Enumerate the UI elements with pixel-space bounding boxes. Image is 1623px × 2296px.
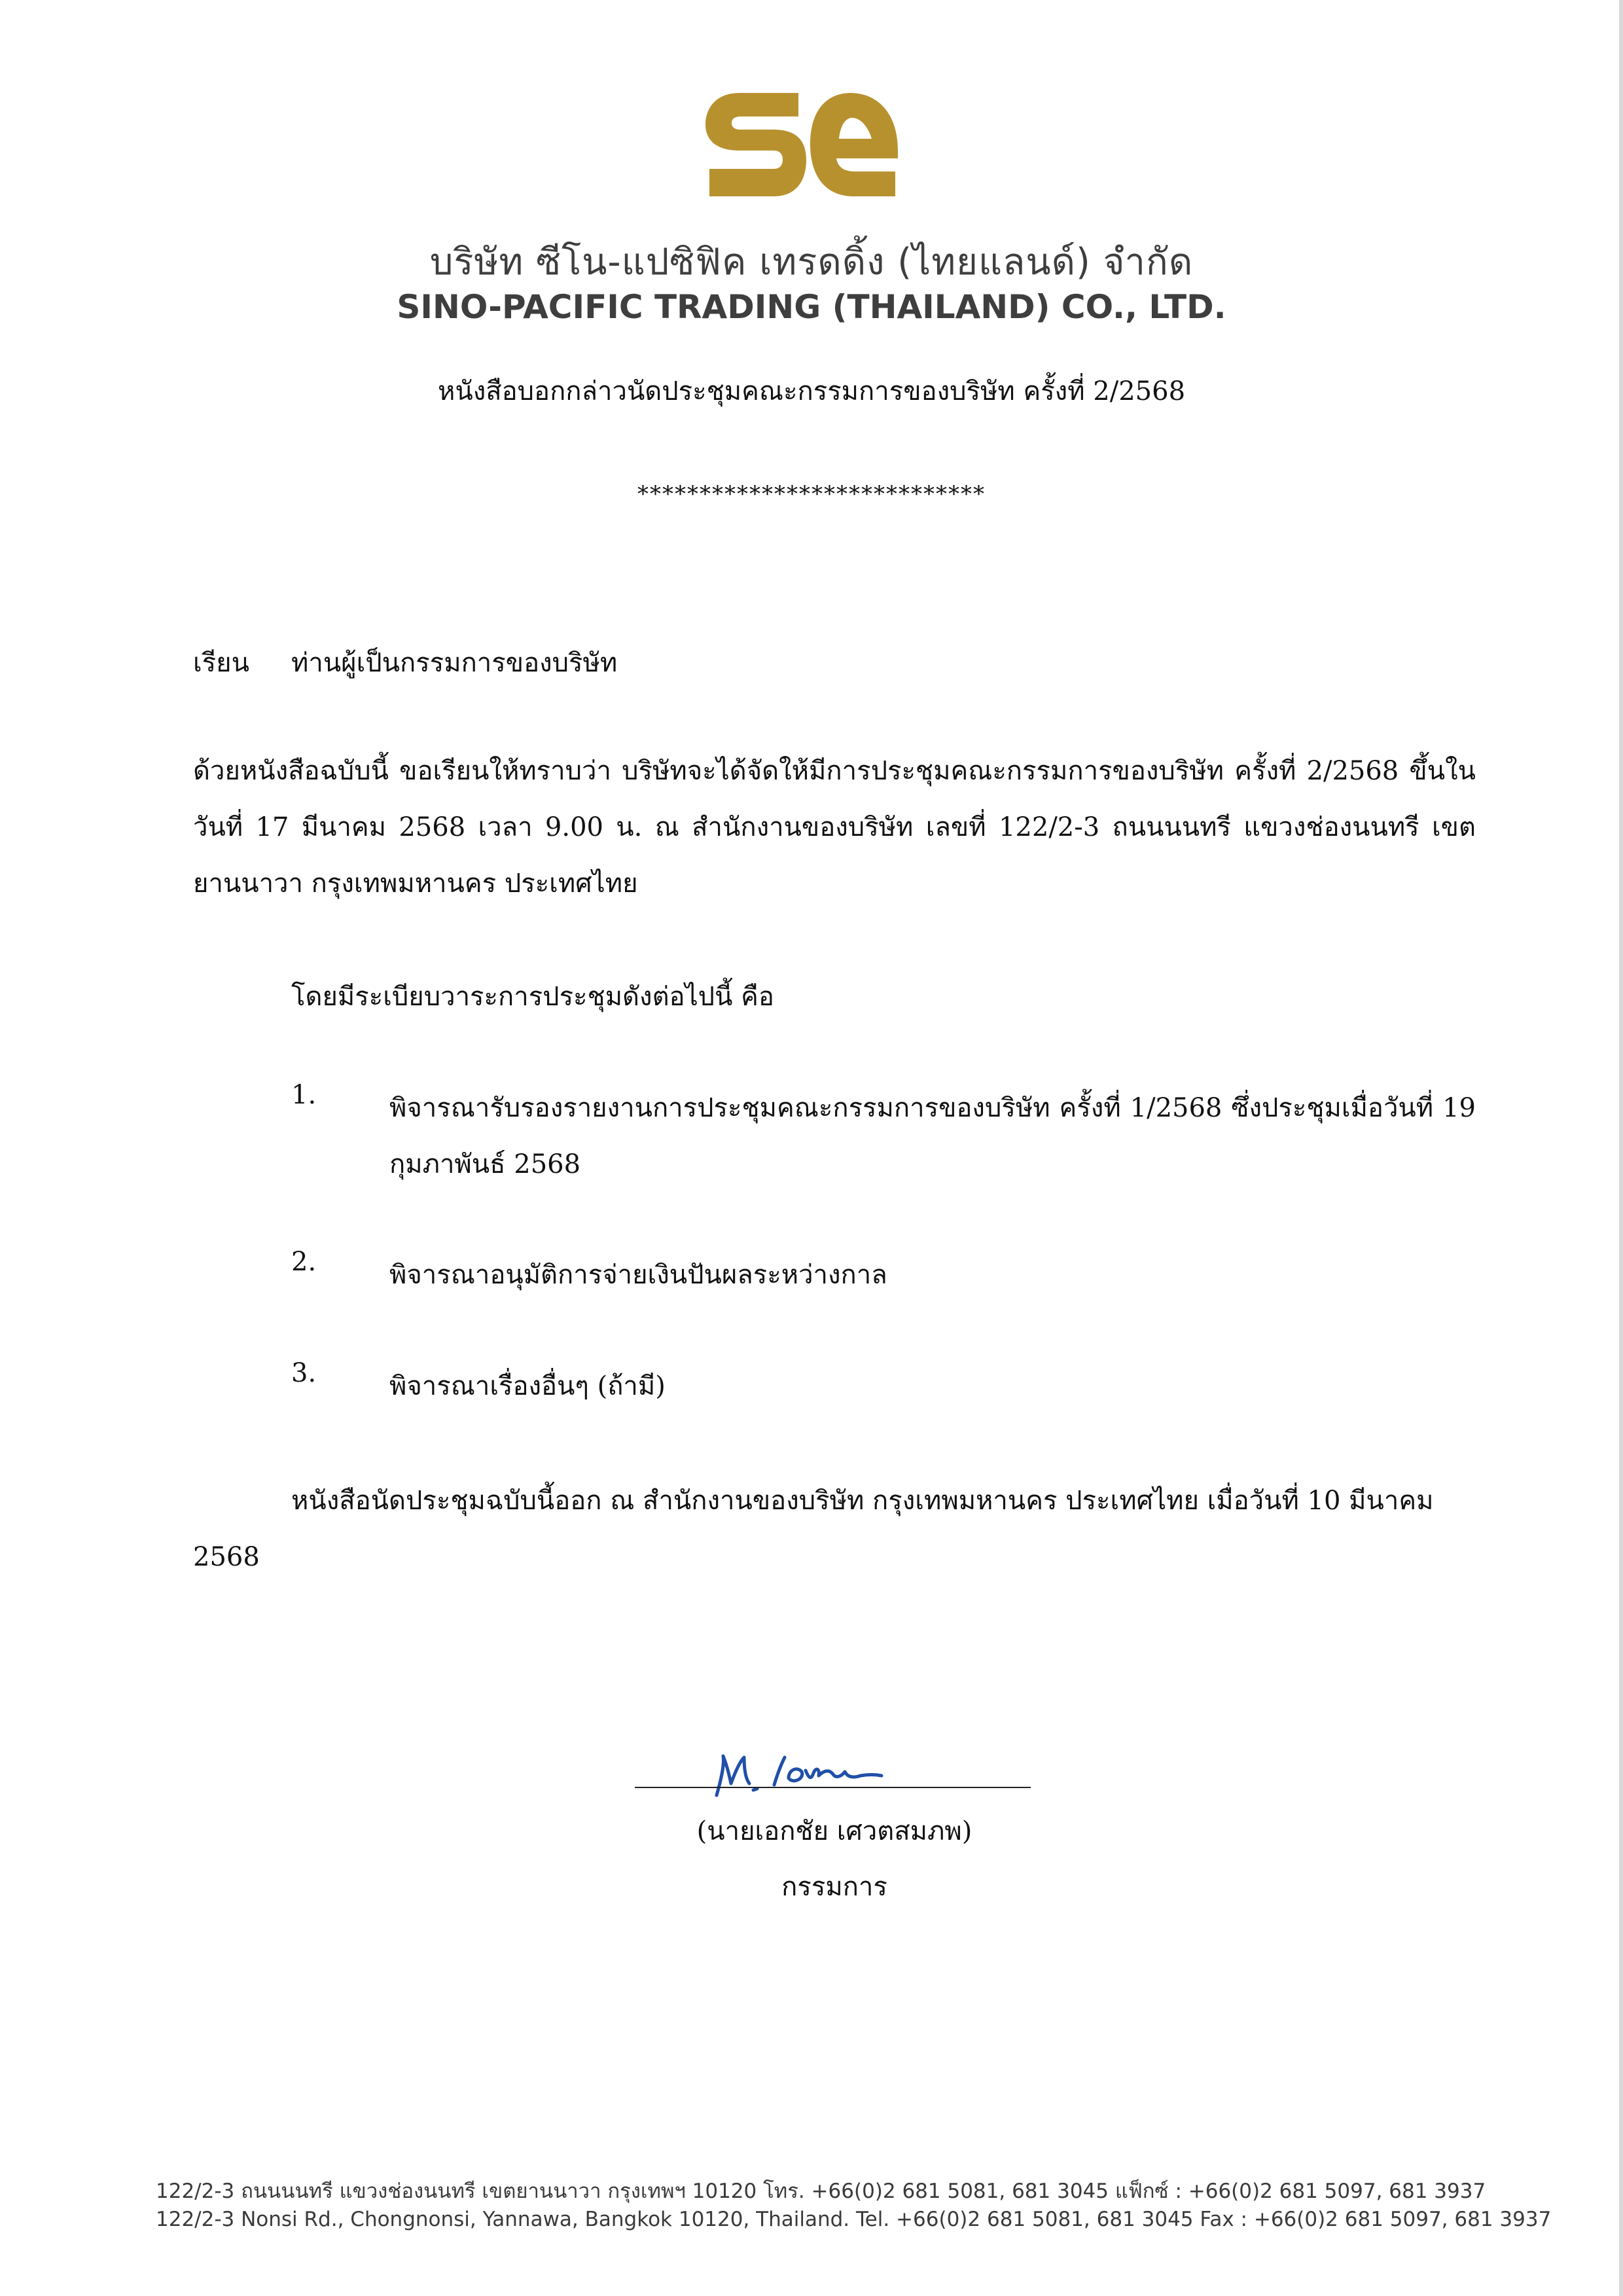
- closing-paragraph: หนังสือนัดประชุมฉบับนี้ออก ณ สำนักงานของบริษัท กรุงเทพมหานคร ประเทศไทย เมื่อวันที่ 10 มีนาคม 2568: [193, 1486, 1434, 1572]
- document-title: หนังสือบอกกล่าวนัดประชุมคณะกรรมการของบริษัท ครั้งที่ 2/2568: [437, 376, 1186, 406]
- signature-line: [635, 1787, 1031, 1788]
- scan-edge: [1619, 0, 1623, 2296]
- company-name-th: บริษัท ซีโน-แปซิฟิค เทรดดิ้ง (ไทยแลนด์) จำกัด: [429, 241, 1194, 283]
- agenda-item-number: 2.: [291, 1247, 317, 1277]
- agenda-item-text: พิจารณารับรองรายงานการประชุมคณะกรรมการของบริษัท ครั้งที่ 1/2568 ซึ่งประชุมเมื่อวันที่ 19 กุมภาพันธ์ 2568: [389, 1093, 1476, 1179]
- sino-pacific-logo: [700, 85, 903, 216]
- agenda-item-number: 1.: [291, 1080, 317, 1110]
- agenda-item-number: 3.: [291, 1358, 317, 1388]
- salutation-label: เรียน: [193, 648, 249, 678]
- separator: ****************************: [637, 481, 986, 507]
- agenda-item-text: พิจารณาอนุมัติการจ่ายเงินปันผลระหว่างกาล: [389, 1260, 887, 1290]
- footer-address-en: 122/2-3 Nonsi Rd., Chongnonsi, Yannawa, Bangkok 10120, Thailand. Tel. +66(0)2 681 5081, 681 3045 Fax : +66(0)2 681 5097, 681 3937: [156, 2208, 1552, 2231]
- footer-address-th: 122/2-3 ถนนนนทรี แขวงช่องนนทรี เขตยานนาวา กรุงเทพฯ 10120 โทร. +66(0)2 681 5081, 681 3045 แฟ็กซ์ : +66(0)2 681 5097, 681 3937: [156, 2179, 1486, 2203]
- agenda-item-text: พิจารณาเรื่องอื่นๆ (ถ้ามี): [389, 1371, 666, 1401]
- salutation-text: ท่านผู้เป็นกรรมการของบริษัท: [291, 648, 618, 678]
- intro-paragraph: ด้วยหนังสือฉบับนี้ ขอเรียนให้ทราบว่า บริษัทจะได้จัดให้มีการประชุมคณะกรรมการของบริษัท ครั้งที่ 2/2568 ขึ้นในวันที่ 17 มีนาคม 2568 เวลา 9.00 น. ณ สำนักงานของบริษัท เลขที่ 122/2-3 ถนนนนทรี แขวงช่องนนทรี เขตยานนาวา กรุงเทพมหานคร ประเทศไทย: [193, 756, 1476, 899]
- signer-title: กรรมการ: [781, 1872, 887, 1902]
- company-name-en: SINO-PACIFIC TRADING (THAILAND) CO., LTD.: [397, 288, 1226, 326]
- handwritten-signature: [710, 1738, 887, 1810]
- agenda-intro: โดยมีระเบียบวาระการประชุมดังต่อไปนี้ คือ: [291, 982, 774, 1012]
- signer-name: (นายเอกชัย เศวตสมภพ): [696, 1816, 972, 1846]
